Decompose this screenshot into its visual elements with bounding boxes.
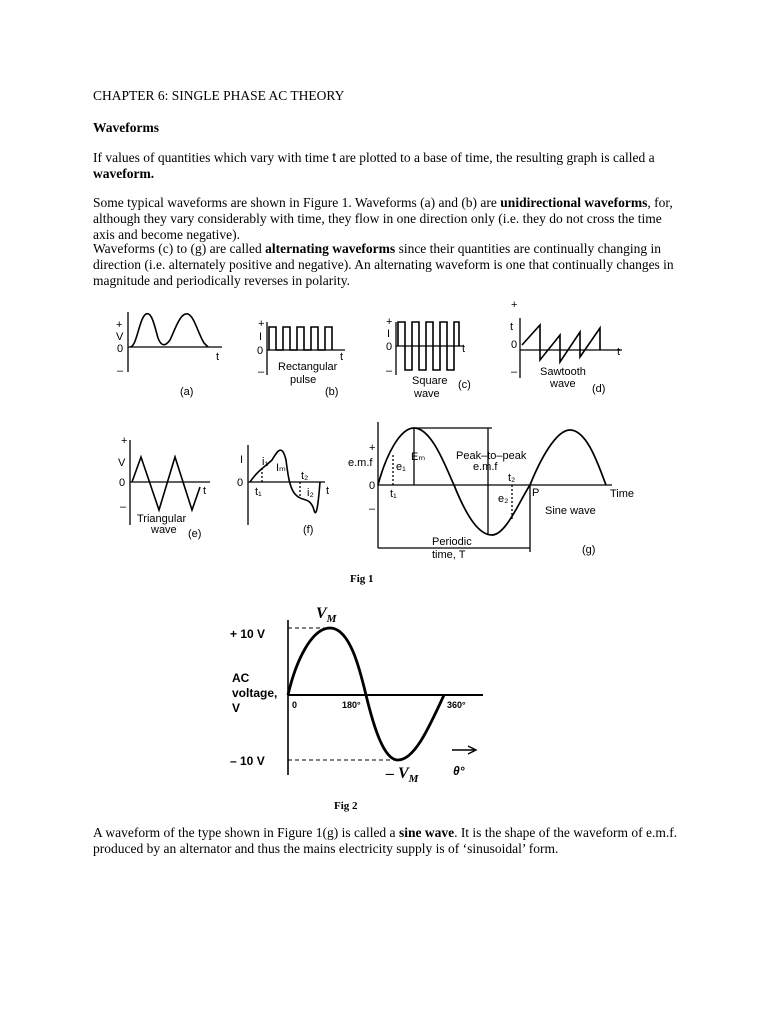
a-zero: 0 xyxy=(117,343,124,355)
fig2-vm-top xyxy=(316,605,338,625)
g-time: Time xyxy=(610,488,635,500)
p3-text-b: since their quantities are continually changing in direction (i.e. alternately positive and negative). An alternating waveform is one that continually changes in magnitude and periodically reverses in polarity. xyxy=(93,241,674,288)
a-minus: – xyxy=(117,365,124,377)
c-name-2: wave xyxy=(414,388,440,400)
g-sine: Sine wave xyxy=(545,505,596,517)
fig2-vm-bottom-sub: M xyxy=(408,773,419,785)
e-t: t xyxy=(203,485,207,497)
b-name-1: Rectangular xyxy=(278,361,338,373)
d-zero: 0 xyxy=(511,339,518,351)
f-t1: t₁ xyxy=(255,486,262,498)
p3-bold: alternating waveforms xyxy=(265,241,396,256)
g-minus: – xyxy=(369,503,376,515)
fig2-ac-3: V xyxy=(232,701,241,715)
fig2-ac-1: AC xyxy=(232,671,250,685)
fig2-vm-bottom-v: – V xyxy=(386,765,409,782)
g-t1: t₁ xyxy=(390,488,397,500)
p4-text-a: A waveform of the type shown in Figure 1(g) is called a xyxy=(93,825,399,840)
paragraph-sine-wave xyxy=(93,825,683,857)
p2-text-a: Some typical waveforms are shown in Figure 1. Waveforms (a) and (b) are xyxy=(93,195,501,210)
e-tag: (e) xyxy=(188,528,202,540)
p1-text-a: If values of quantities which vary with time xyxy=(93,150,333,165)
f-i: I xyxy=(240,454,244,466)
e-plus: + xyxy=(121,435,128,447)
c-zero: 0 xyxy=(386,341,393,353)
section-heading: Waveforms xyxy=(93,120,159,135)
a-t: t xyxy=(216,351,220,363)
g-t2: t₂ xyxy=(508,472,516,484)
g-e2: e₂ xyxy=(498,493,509,505)
e-minus: – xyxy=(120,501,127,513)
a-tag: (a) xyxy=(180,386,194,398)
d-plus: + xyxy=(511,299,518,311)
e-zero: 0 xyxy=(119,477,126,489)
fig2-theta: θ° xyxy=(453,764,465,778)
f-i1: i₁ xyxy=(262,456,269,468)
g-em: Eₘ xyxy=(411,451,426,463)
chapter-title: CHAPTER 6: SINGLE PHASE AC THEORY xyxy=(93,88,345,103)
f-zero: 0 xyxy=(237,477,244,489)
d-name-2: wave xyxy=(550,378,576,390)
g-e1: e₁ xyxy=(396,461,406,473)
figure-1-caption: Fig 1 xyxy=(350,573,374,585)
p3-text-a: Waveforms (c) to (g) are called xyxy=(93,241,266,256)
p1-bold: waveform. xyxy=(93,166,155,181)
fig2-360: 360° xyxy=(447,700,466,710)
g-emf: e.m.f xyxy=(348,457,373,469)
p4-text-b: . It is the shape of the waveform of e.m.f. produced by an alternator and thus the mains electricity supply is of ‘sinusoidal’ form. xyxy=(93,825,678,856)
c-i: I xyxy=(387,328,391,340)
f-tag: (f) xyxy=(303,524,314,536)
e-v: V xyxy=(118,457,126,469)
c-tag: (c) xyxy=(458,379,471,391)
g-period-2: time, T xyxy=(432,549,466,561)
f-i2: i₂ xyxy=(307,487,314,499)
g-ptp-2: e.m.f xyxy=(473,461,498,473)
f-t: t xyxy=(326,485,330,497)
g-ptp-1: Peak–to–peak xyxy=(456,450,527,462)
fig2-vm-bottom xyxy=(385,765,420,785)
p4-bold: sine wave xyxy=(398,825,455,840)
b-name-2: pulse xyxy=(290,374,317,386)
e-name-1: Triangular xyxy=(137,513,187,525)
g-period-1: Periodic xyxy=(432,536,472,548)
c-minus: – xyxy=(386,365,393,377)
d-t: t xyxy=(617,346,621,358)
a-v: V xyxy=(116,331,124,343)
fig2-ac-2: voltage, xyxy=(232,686,278,700)
b-tag: (b) xyxy=(325,386,339,398)
p2-text-b: , for, although they vary considerably with time, they flow in one direction only (i.e. they do not cross the time axis and become negative). xyxy=(93,195,673,242)
fig2-vm-top-sub: M xyxy=(326,613,337,625)
g-plus: + xyxy=(369,442,376,454)
fig2-180: 180° xyxy=(342,700,361,710)
fig2-zero: 0 xyxy=(292,700,298,710)
f-t2: t₂ xyxy=(301,470,309,482)
c-t: t xyxy=(462,343,466,355)
a-plus: + xyxy=(116,319,123,331)
g-p: P xyxy=(532,487,540,499)
b-plus: + xyxy=(258,318,265,330)
fig2-plus10: + 10 V xyxy=(230,627,266,641)
p1-t: t xyxy=(332,150,336,165)
d-minus: – xyxy=(511,366,518,378)
fig2-minus10: – 10 V xyxy=(230,754,265,768)
f-im: Iₘ xyxy=(276,462,286,474)
fig2-vm-top-v: V xyxy=(316,605,327,622)
c-plus: + xyxy=(386,316,393,328)
d-tag: (d) xyxy=(592,383,606,395)
d-name-1: Sawtooth xyxy=(540,366,586,378)
g-zero: 0 xyxy=(369,480,376,492)
g-tag: (g) xyxy=(582,544,596,556)
p1-text-b: are plotted to a base of time, the resulting graph is called a xyxy=(335,150,655,165)
d-i: t xyxy=(510,321,514,333)
e-name-2: wave xyxy=(151,524,177,536)
b-t: t xyxy=(340,351,344,363)
p2-bold: unidirectional waveforms xyxy=(500,195,648,210)
b-minus: – xyxy=(258,366,265,378)
figure-2-caption: Fig 2 xyxy=(334,800,358,812)
b-zero: 0 xyxy=(257,345,264,357)
b-i: I xyxy=(259,331,263,343)
c-name-1: Square xyxy=(412,375,448,387)
